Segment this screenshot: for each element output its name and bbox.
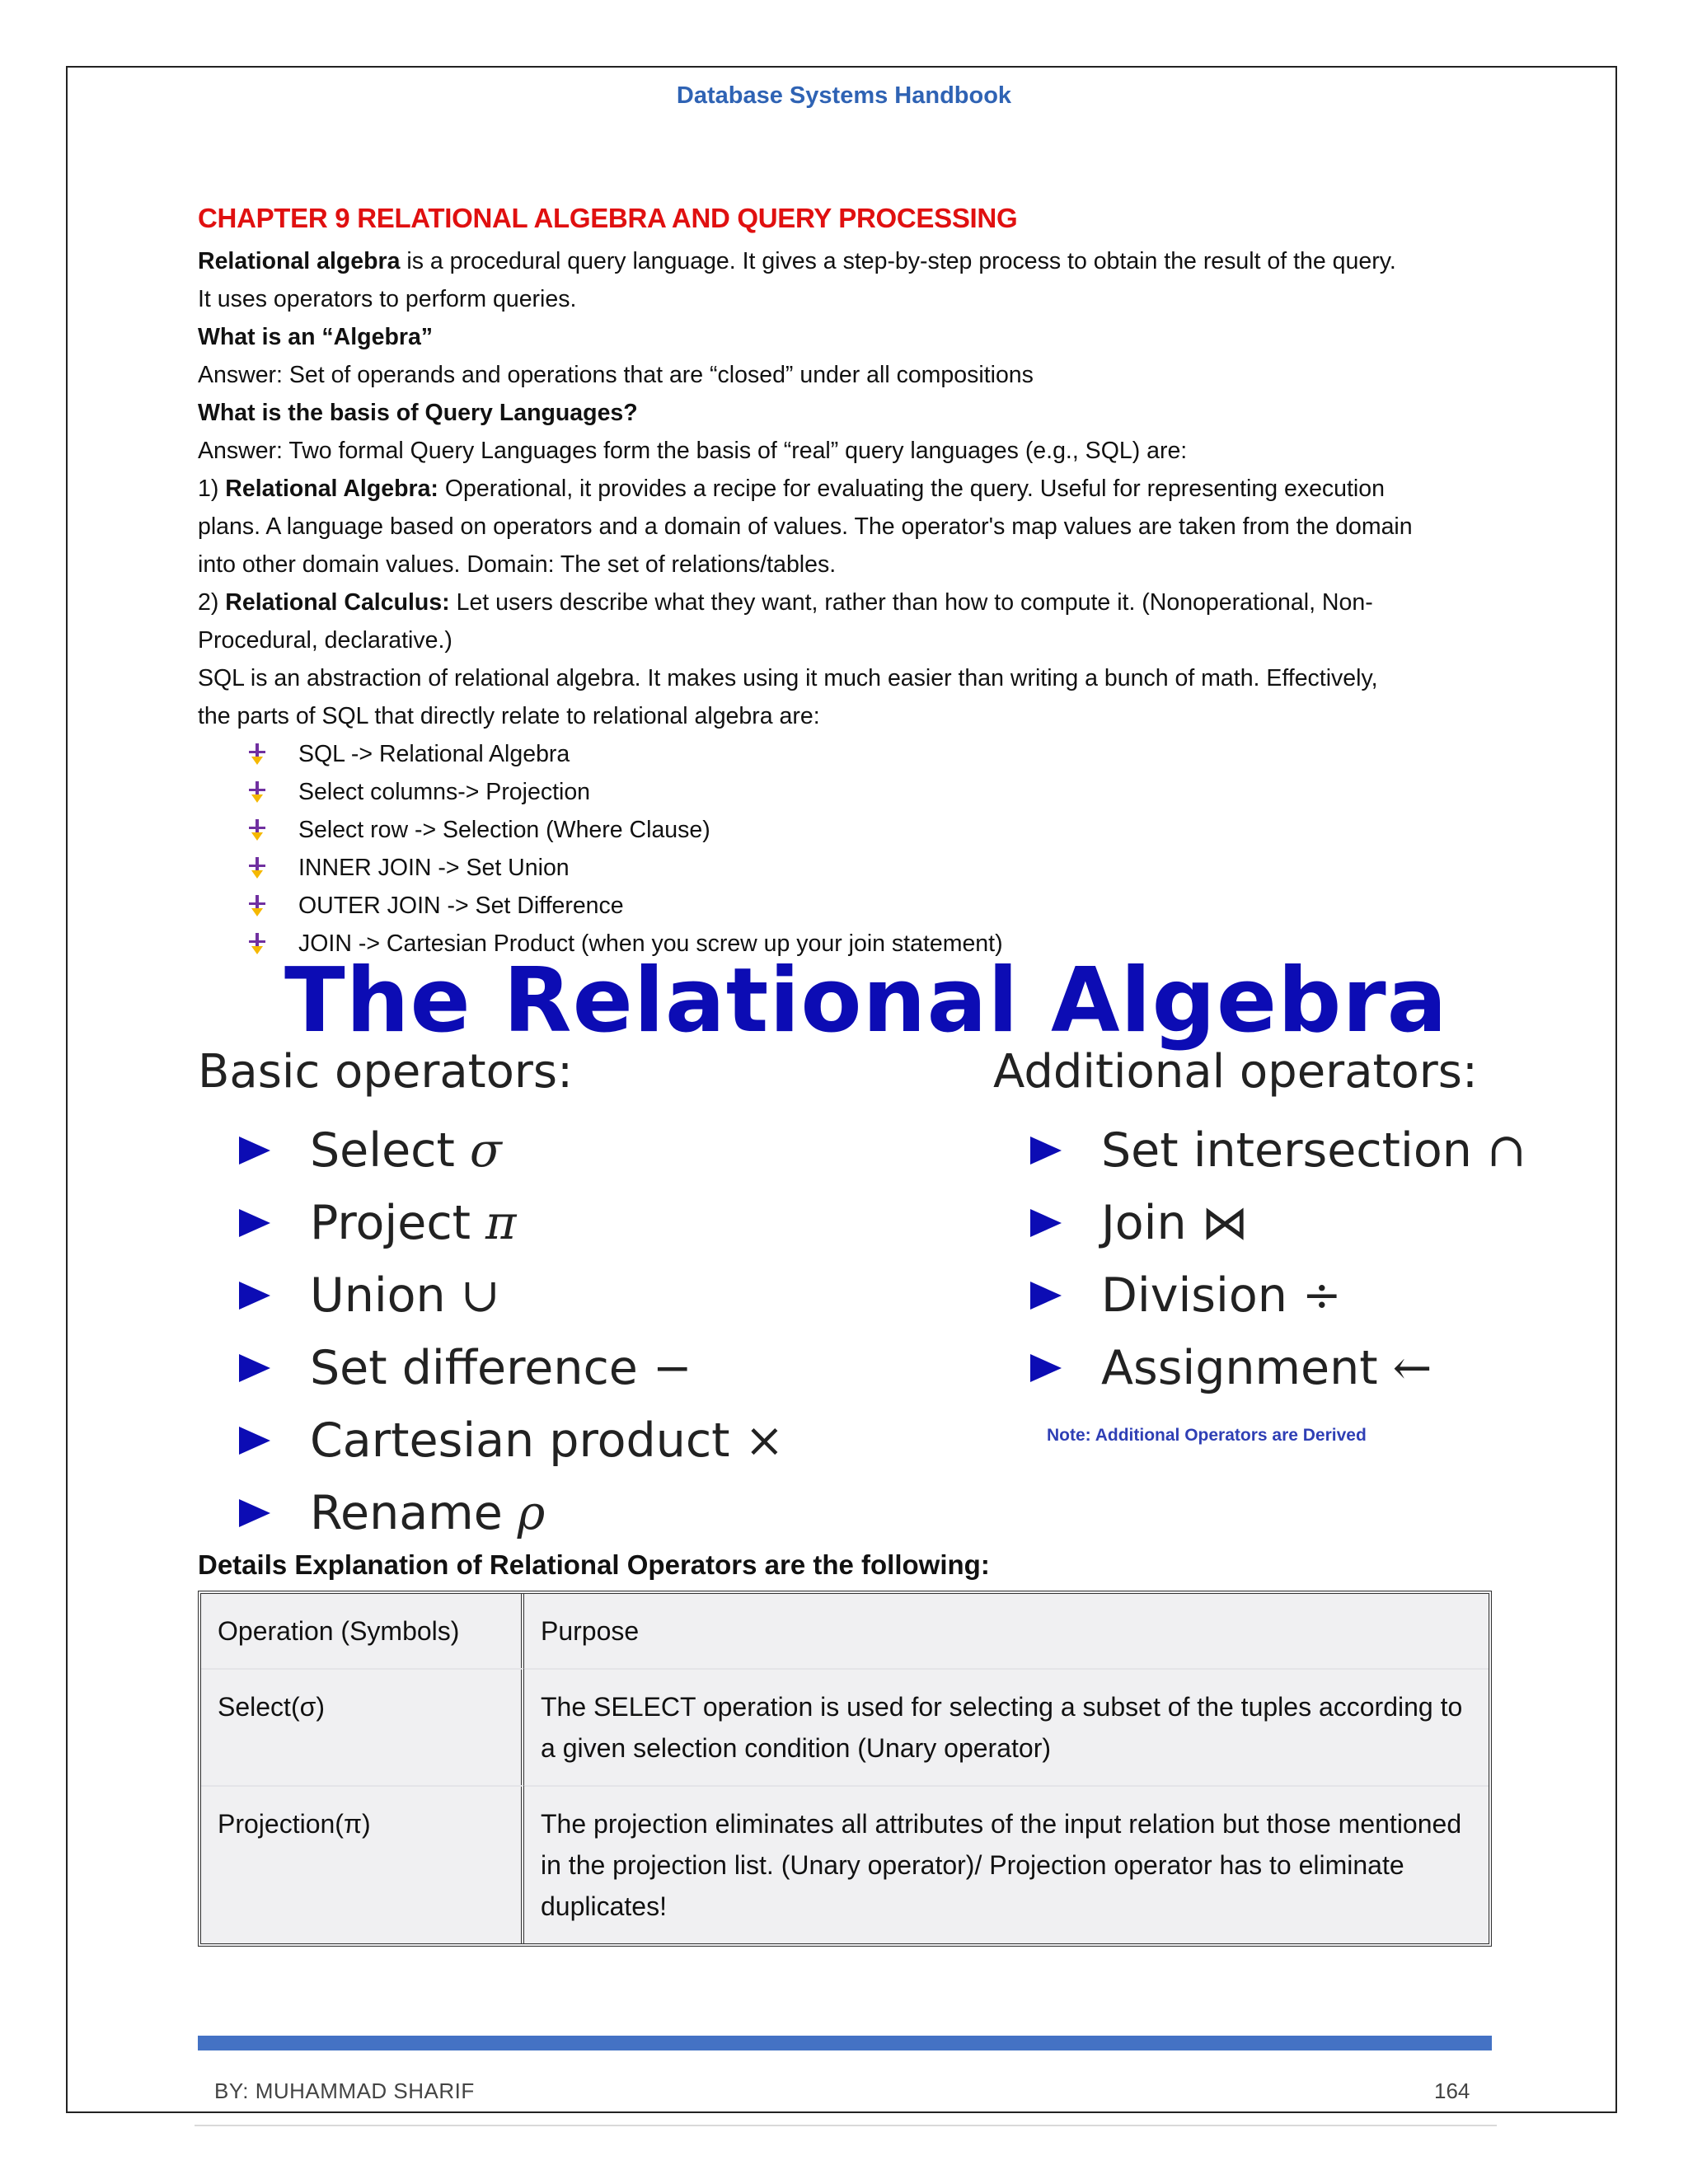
sql-paragraph-line-2: the parts of SQL that directly relate to relational algebra are: [198, 703, 820, 729]
arrow-down-bullet-icon [247, 895, 267, 916]
table-header-row [201, 1594, 1489, 1668]
operator-symbol: ∩ [1486, 1123, 1526, 1178]
triangle-bullet-icon [239, 1137, 270, 1165]
triangle-bullet-icon [1030, 1209, 1062, 1237]
table-cell: The SELECT operation is used for selecting a subset of the tuples according to a given selection condition (Unary operator) [524, 1668, 1489, 1785]
additional-operators-heading: Additional operators: [993, 1045, 1478, 1099]
list-item: Select columns-> Projection [247, 773, 1492, 811]
operator-item [239, 1332, 784, 1404]
footer-bar [198, 2036, 1492, 2050]
point-text: Let users describe what they want, rather than how to compute it. (Nonoperational, Non- [449, 589, 1373, 616]
point-number: 2) [198, 589, 226, 616]
point-term: Relational Calculus: [225, 589, 450, 616]
arrow-down-bullet-icon [247, 743, 267, 765]
operator-symbol: − [652, 1341, 692, 1395]
operator-symbol: ÷ [1301, 1268, 1342, 1323]
operator-item [239, 1259, 784, 1332]
operator-symbol: π [485, 1196, 517, 1250]
operator-name: Division [1101, 1268, 1287, 1323]
operator-item [1030, 1259, 1526, 1332]
operator-name: Project [310, 1196, 471, 1250]
operator-symbol: ← [1392, 1341, 1432, 1395]
details-heading: Details Explanation of Relational Operators are the following: [198, 1549, 990, 1580]
table-cell: The projection eliminates all attributes of the input relation but those mentioned in the projection list. (Unary operator)/ Projection operator has to eliminate duplicates! [524, 1785, 1489, 1943]
table-header-cell: Operation (Symbols) [201, 1594, 524, 1668]
operator-item [239, 1477, 784, 1549]
point-relational-algebra [198, 470, 1492, 508]
derived-operators-note: Note: Additional Operators are Derived [1047, 1426, 1367, 1445]
chapter-content [198, 203, 1492, 963]
operator-symbol: ∪ [460, 1268, 500, 1323]
intro-paragraph [198, 242, 1492, 280]
operator-name: Join [1101, 1196, 1187, 1250]
operator-symbol: σ [469, 1123, 502, 1178]
operator-name: Union [310, 1268, 446, 1323]
operator-name: Set intersection [1101, 1123, 1472, 1178]
additional-operators-list [1030, 1114, 1526, 1404]
operator-name: Rename [310, 1486, 503, 1540]
list-item: JOIN -> Cartesian Product (when you screw up your join statement) [247, 925, 1492, 963]
triangle-bullet-icon [239, 1427, 270, 1455]
operator-item [1030, 1114, 1526, 1187]
running-header: Database Systems Handbook [676, 82, 1012, 109]
list-item: INNER JOIN -> Set Union [247, 849, 1492, 887]
operator-symbol: ρ [517, 1486, 546, 1540]
intro-term: Relational algebra [198, 248, 401, 274]
operator-item [1030, 1187, 1526, 1259]
sql-mapping-list [198, 735, 1492, 963]
operator-item [239, 1114, 784, 1187]
relational-algebra-title: The Relational Algebra [284, 949, 1448, 1052]
table-cell: Projection(π) [201, 1785, 524, 1943]
operator-item [239, 1187, 784, 1259]
triangle-bullet-icon [1030, 1137, 1062, 1165]
intro-text: is a procedural query language. It gives a step-by-step process to obtain the result of the query. [400, 248, 1396, 274]
footer-author: BY: MUHAMMAD SHARIF [214, 2079, 475, 2103]
triangle-bullet-icon [1030, 1354, 1062, 1382]
point-relational-calculus [198, 583, 1492, 621]
question-algebra: What is an “Algebra” [198, 324, 434, 350]
table-header-cell: Purpose [541, 1616, 640, 1646]
triangle-bullet-icon [239, 1354, 270, 1382]
arrow-down-bullet-icon [247, 933, 267, 954]
triangle-bullet-icon [1030, 1282, 1062, 1310]
arrow-down-bullet-icon [247, 781, 267, 803]
point-term: Relational Algebra: [225, 476, 438, 502]
list-item: OUTER JOIN -> Set Difference [247, 887, 1492, 925]
basic-operators-heading: Basic operators: [198, 1045, 573, 1099]
arrow-down-bullet-icon [247, 819, 267, 841]
point-number: 1) [198, 476, 226, 502]
point-relational-calculus-line-2: Procedural, declarative.) [198, 627, 452, 654]
list-item: SQL -> Relational Algebra [247, 735, 1492, 773]
point-relational-algebra-line-2: plans. A language based on operators and a domain of values. The operator's map values are taken from the domain [198, 513, 1413, 540]
point-text: Operational, it provides a recipe for evaluating the query. Useful for representing execution [438, 476, 1385, 502]
list-item: Select row -> Selection (Where Clause) [247, 811, 1492, 849]
table-row [201, 1785, 1489, 1943]
arrow-down-bullet-icon [247, 857, 267, 879]
operator-symbol: × [744, 1413, 785, 1468]
operator-item [239, 1404, 784, 1477]
operator-name: Assignment [1101, 1341, 1378, 1395]
answer-query-languages: Answer: Two formal Query Languages form the basis of “real” query languages (e.g., SQL) are: [198, 438, 1188, 464]
triangle-bullet-icon [239, 1499, 270, 1527]
operator-name: Cartesian product [310, 1413, 730, 1468]
table-row [201, 1668, 1489, 1785]
basic-operators-list [239, 1114, 784, 1549]
table-cell: Select(σ) [201, 1668, 524, 1785]
sql-paragraph: SQL is an abstraction of relational algebra. It makes using it much easier than writing a bunch of math. Effectively, [198, 665, 1378, 691]
answer-algebra: Answer: Set of operands and operations that are “closed” under all compositions [198, 362, 1034, 388]
intro-line-2: It uses operators to perform queries. [198, 286, 577, 312]
question-query-languages: What is the basis of Query Languages? [198, 400, 638, 426]
operator-name: Set difference [310, 1341, 638, 1395]
operators-table [198, 1591, 1492, 1947]
triangle-bullet-icon [239, 1282, 270, 1310]
operator-name: Select [310, 1123, 455, 1178]
page-number: 164 [1434, 2079, 1470, 2103]
chapter-title: CHAPTER 9 RELATIONAL ALGEBRA AND QUERY PROCESSING [198, 203, 1018, 233]
triangle-bullet-icon [239, 1209, 270, 1237]
operator-symbol: ⋈ [1201, 1196, 1249, 1250]
operator-item [1030, 1332, 1526, 1404]
bottom-rule [195, 2125, 1497, 2126]
point-relational-algebra-line-3: into other domain values. Domain: The set of relations/tables. [198, 551, 837, 578]
